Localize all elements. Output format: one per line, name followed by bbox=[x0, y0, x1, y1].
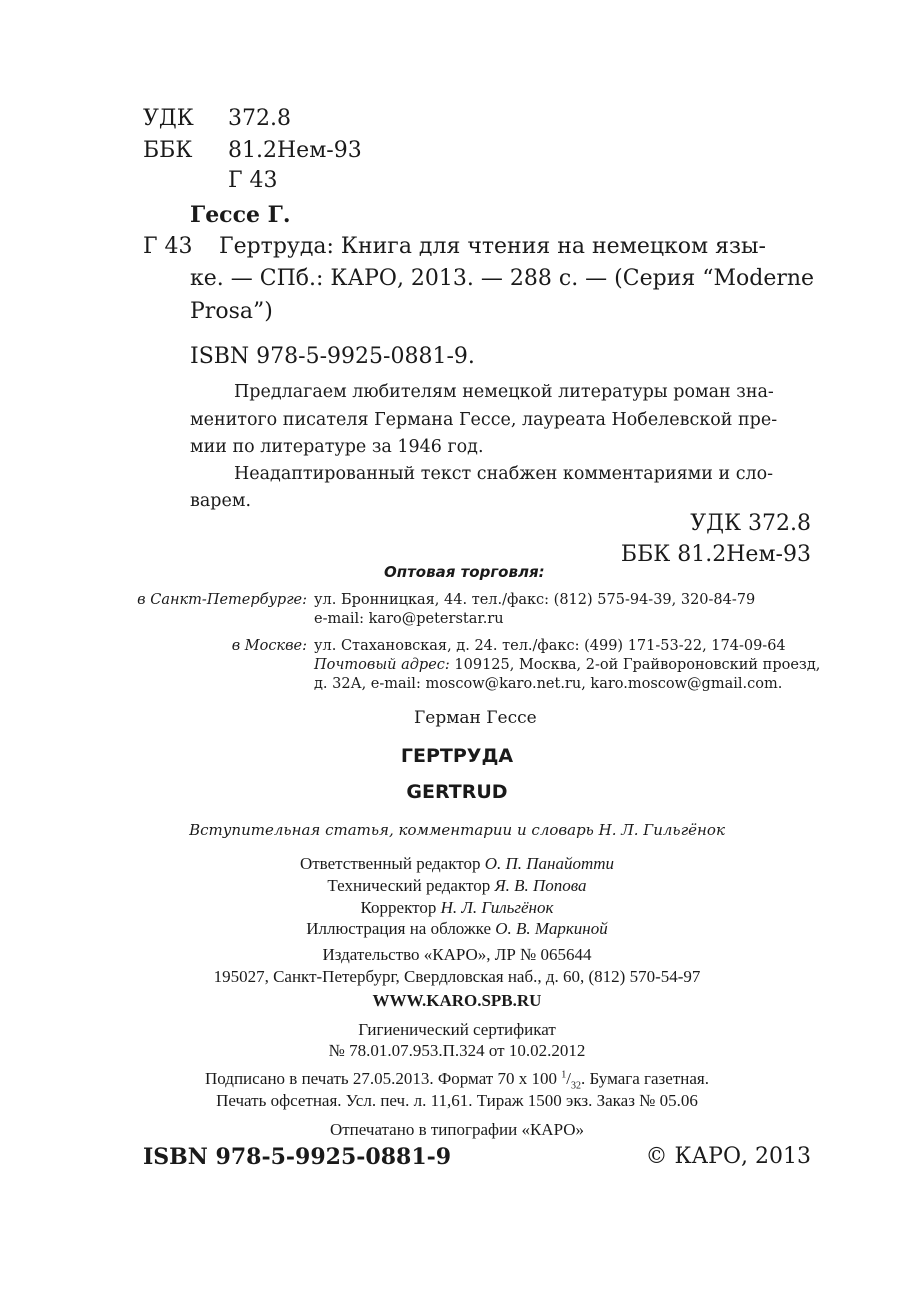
credit-line bbox=[0, 919, 914, 939]
wholesale-heading: Оптовая торговля: bbox=[384, 563, 545, 581]
catalog-isbn: ISBN 978-5-9925-0881-9. bbox=[190, 344, 475, 369]
credit-name: О. П. Панайотти bbox=[484, 854, 615, 873]
udk-right: УДК 372.8 bbox=[690, 511, 811, 536]
printed-at: Отпечатано в типографии «КАРО» bbox=[329, 1120, 585, 1139]
print-details-line2: Печать офсетная. Усл. печ. л. 11,61. Тираж 1500 экз. Заказ № 05.06 bbox=[216, 1091, 698, 1110]
credit-line bbox=[0, 876, 914, 896]
footer-isbn: ISBN 978-5-9925-0881-9 bbox=[143, 1144, 452, 1170]
annotation-line: Неадаптированный текст снабжен комментариями и сло- bbox=[234, 464, 774, 484]
spb-email: e-mail: karo@peterstar.ru bbox=[314, 611, 504, 627]
annotation-line: Предлагаем любителям немецкой литературы роман зна- bbox=[234, 382, 774, 402]
credit-role: Технический редактор bbox=[327, 876, 491, 895]
book-author: Герман Гессе bbox=[414, 708, 537, 728]
publisher-website: WWW.KARO.SPB.RU bbox=[372, 991, 542, 1010]
spb-address: ул. Бронницкая, 44. тел./факс: (812) 575-94-39, 320-84-79 bbox=[314, 592, 756, 608]
author-mark: Г 43 bbox=[228, 168, 278, 193]
msk-email: д. 32А, e-mail: moscow@karo.net.ru, karo.moscow@gmail.com. bbox=[314, 676, 783, 692]
spb-label: в Санкт-Петербурге: bbox=[137, 592, 307, 608]
credit-line bbox=[0, 898, 914, 918]
msk-postal-label: Почтовый адрес: bbox=[314, 657, 450, 673]
credit-role: Ответственный редактор bbox=[299, 854, 481, 873]
footer-copyright: © КАРО, 2013 bbox=[645, 1144, 811, 1169]
title-ru: ГЕРТРУДА bbox=[400, 745, 514, 767]
catalog-mark: Г 43 bbox=[143, 234, 193, 259]
udk-label: УДК bbox=[143, 106, 194, 131]
format-numerator: 1 bbox=[561, 1069, 567, 1081]
credit-name: Н. Л. Гильгёнок bbox=[440, 898, 554, 917]
catalog-entry-line3: Prosa”) bbox=[190, 299, 273, 324]
catalog-author: Гессе Г. bbox=[190, 202, 291, 228]
print-details-line1: Подписано в печать 27.05.2013. Формат 70 x 100 $^1/_{32}$. Бумага газетная. bbox=[205, 1069, 709, 1092]
format-denominator: 32 bbox=[570, 1080, 581, 1092]
catalog-entry-line2: ке. — СПб.: КАРО, 2013. — 288 с. — (Серия “Moderne bbox=[190, 266, 815, 291]
intro-credit: Вступительная статья, комментарии и словарь Н. Л. Гильгёнок bbox=[189, 821, 725, 839]
cert-number: № 78.01.07.953.П.324 от 10.02.2012 bbox=[328, 1041, 586, 1060]
msk-address: ул. Стахановская, д. 24. тел./факс: (499) 171-53-22, 174-09-64 bbox=[314, 638, 786, 654]
publisher-address: 195027, Санкт-Петербург, Свердловская наб., д. 60, (812) 570-54-97 bbox=[213, 967, 701, 986]
paper-type: . Бумага газетная. bbox=[580, 1069, 709, 1088]
title-de: GERTRUD bbox=[406, 781, 508, 803]
credit-name: Я. В. Попова bbox=[494, 876, 587, 895]
print-signed: Подписано в печать 27.05.2013. Формат 70 x 100 bbox=[205, 1069, 557, 1088]
cert-title: Гигиенический сертификат bbox=[358, 1020, 556, 1039]
credit-name: О. В. Маркиной bbox=[495, 919, 608, 938]
annotation-line: варем. bbox=[190, 491, 252, 511]
msk-label: в Москве: bbox=[231, 638, 307, 654]
bbk-label: ББК bbox=[143, 138, 193, 163]
publisher-license: Издательство «КАРО», ЛР № 065644 bbox=[322, 945, 592, 964]
catalog-entry-line1: Гертруда: Книга для чтения на немецком язы- bbox=[219, 234, 766, 259]
msk-postal-value: 109125, Москва, 2-ой Грайвороновский проезд, bbox=[454, 657, 821, 673]
bbk-value: 81.2Нем-93 bbox=[228, 138, 362, 163]
annotation-line: менитого писателя Германа Гессе, лауреата Нобелевской пре- bbox=[190, 410, 778, 430]
udk-value: 372.8 bbox=[228, 106, 291, 131]
annotation-line: мии по литературе за 1946 год. bbox=[190, 437, 484, 457]
credit-line bbox=[0, 854, 914, 874]
credit-role: Корректор bbox=[360, 898, 437, 917]
bbk-right: ББК 81.2Нем-93 bbox=[620, 542, 811, 567]
credit-role: Иллюстрация на обложке bbox=[306, 919, 492, 938]
